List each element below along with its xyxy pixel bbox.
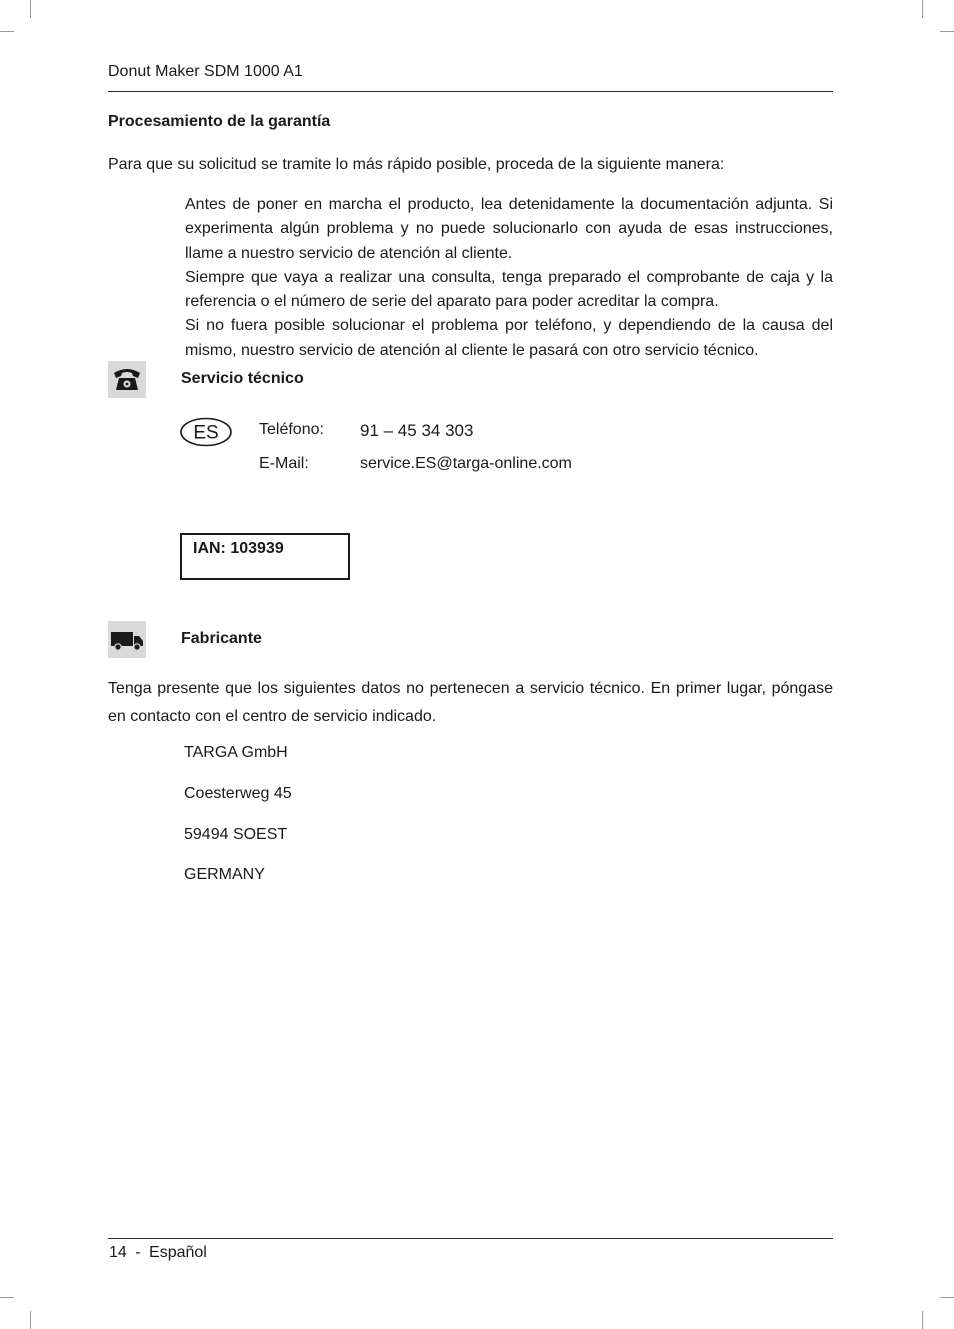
page-footer xyxy=(109,1244,207,1262)
service-heading: Servicio técnico xyxy=(181,370,304,387)
crop-mark xyxy=(0,1297,14,1298)
manufacturer-heading: Fabricante xyxy=(181,630,262,647)
crop-mark xyxy=(922,0,923,18)
crop-mark xyxy=(940,31,954,32)
warranty-step: Antes de poner en marcha el producto, lea detenidamente la documentación adjunta. Si experimenta algún problema y no puede solucionarlo con ayuda de esas instrucciones, llame a nuestro servicio de atención al cliente. xyxy=(185,196,833,262)
email-address[interactable]: service.ES@targa-online.com xyxy=(360,455,572,472)
warranty-intro: Para que su solicitud se tramite lo más rápido posible, proceda de la siguiente manera: xyxy=(108,156,725,173)
header-rule xyxy=(108,91,833,92)
address-line: TARGA GmbH xyxy=(184,744,288,761)
manufacturer-note: Tenga presente que los siguientes datos no pertenecen a servicio técnico. En primer lugar, póngase en contacto con el centro de servicio indicado. xyxy=(108,680,833,725)
telephone-icon xyxy=(108,361,146,398)
ian-box xyxy=(180,533,350,580)
document-title: Donut Maker SDM 1000 A1 xyxy=(108,63,303,80)
crop-mark xyxy=(922,1311,923,1329)
footer-language: Español xyxy=(149,1244,207,1261)
email-label: E-Mail: xyxy=(259,455,309,472)
crop-mark xyxy=(0,31,14,32)
country-badge xyxy=(180,417,234,447)
warranty-step: Siempre que vaya a realizar una consulta, tenga preparado el comprobante de caja y la referencia o el número de serie del aparato para poder acreditar la compra. xyxy=(185,268,833,311)
phone-number: 91 – 45 34 303 xyxy=(360,421,474,440)
truck-icon xyxy=(108,621,146,658)
address-line: 59494 SOEST xyxy=(184,826,288,843)
crop-mark xyxy=(30,1311,31,1329)
footer-rule xyxy=(108,1238,833,1239)
page-number: 14 xyxy=(109,1244,127,1261)
country-code: ES xyxy=(193,422,219,444)
crop-mark xyxy=(30,0,31,18)
phone-label: Teléfono: xyxy=(259,421,324,438)
warranty-heading: Procesamiento de la garantía xyxy=(108,113,331,130)
warranty-steps xyxy=(185,193,833,363)
crop-mark xyxy=(940,1297,954,1298)
warranty-step: Si no fuera posible solucionar el problema por teléfono, y dependiendo de la causa del mismo, nuestro servicio de atención al cliente le pasará con otro servicio técnico. xyxy=(185,317,833,359)
address-line: Coesterweg 45 xyxy=(184,785,292,802)
ian-label: IAN: 103939 xyxy=(193,540,284,557)
footer-separator: - xyxy=(135,1244,141,1261)
address-line: GERMANY xyxy=(184,866,265,883)
